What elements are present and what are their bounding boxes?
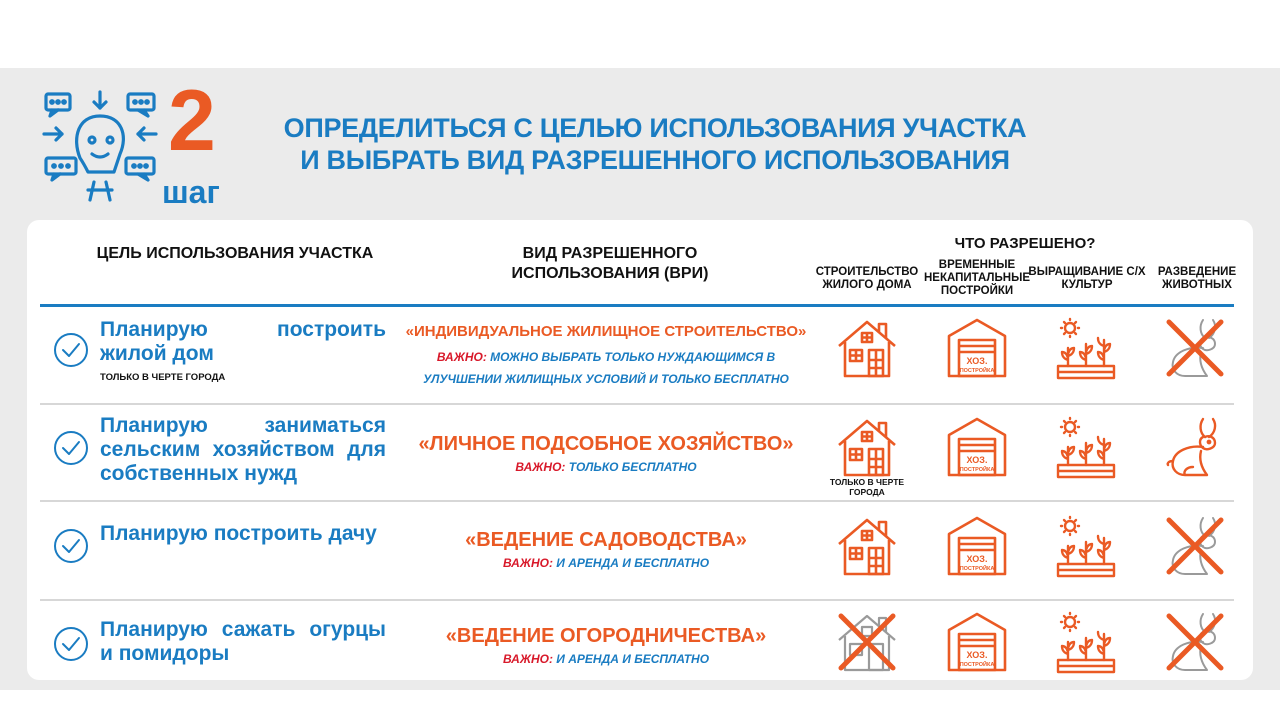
shed-label: ХОЗ. xyxy=(966,554,988,564)
goal-text xyxy=(100,414,386,486)
row-divider xyxy=(40,403,1234,405)
check-circle-icon xyxy=(53,626,89,662)
step-word: шаг xyxy=(162,174,220,210)
vri-note xyxy=(396,456,816,478)
rabbit-icon xyxy=(1163,415,1227,479)
check-circle-icon xyxy=(53,528,89,564)
goal-text xyxy=(100,522,386,546)
check-circle-icon xyxy=(53,332,89,368)
shed-sublabel: ПОСТРОЙКА xyxy=(959,662,995,668)
crops-icon xyxy=(1054,316,1118,380)
vri-title: «ВЕДЕНИЕ САДОВОДСТВА» xyxy=(465,529,747,551)
vri-cell xyxy=(396,624,816,670)
shed-sublabel: ПОСТРОЙКА xyxy=(959,368,995,374)
house-icon xyxy=(835,415,899,479)
vri-note xyxy=(396,648,816,670)
denied-cross-icon xyxy=(841,616,893,668)
header-allowed: ЧТО РАЗРЕШЕНО? xyxy=(954,235,1096,252)
header-col-crops: ВЫРАЩИВАНИЕ С/Х КУЛЬТУР xyxy=(1028,266,1146,291)
house-icon xyxy=(835,514,899,578)
header-col-house: СТРОИТЕЛЬСТВО ЖИЛОГО ДОМА xyxy=(815,266,919,291)
shed-label: ХОЗ. xyxy=(966,650,988,660)
rabbit-icon xyxy=(1163,316,1227,380)
vri-title: «ЛИЧНОЕ ПОДСОБНОЕ ХОЗЯЙСТВО» xyxy=(418,433,794,455)
shed-label: ХОЗ. xyxy=(966,356,988,366)
house-icon xyxy=(835,610,899,674)
vri-title: «ВЕДЕНИЕ ОГОРОДНИЧЕСТВА» xyxy=(445,625,767,647)
header-vri: ВИД РАЗРЕШЕННОГО ИСПОЛЬЗОВАНИЯ (ВРИ) xyxy=(511,245,709,282)
warning-label: ВАЖНО: xyxy=(515,460,566,474)
goal-text xyxy=(100,618,386,666)
crops-icon xyxy=(1054,610,1118,674)
vri-note xyxy=(416,346,796,390)
goal-text xyxy=(100,318,386,384)
vri-note-text: МОЖНО ВЫБРАТЬ ТОЛЬКО НУЖДАЮЩИМСЯ В УЛУЧШЕНИИ ЖИЛИЩНЫХ УСЛОВИЙ И ТОЛЬКО БЕСПЛАТНО xyxy=(423,350,789,386)
goal-label: Планирую сажать огурцы и помидоры xyxy=(100,618,386,665)
goal-note: ТОЛЬКО В ЧЕРТЕ ГОРОДА xyxy=(100,372,226,383)
house-icon xyxy=(835,316,899,380)
row-divider xyxy=(40,500,1234,502)
crops-icon xyxy=(1054,415,1118,479)
rabbit-icon xyxy=(1163,610,1227,674)
header-col-animals: РАЗВЕДЕНИЕ ЖИВОТНЫХ xyxy=(1157,266,1237,291)
goal-label: Планирую построить дачу xyxy=(100,522,377,545)
page-title-line-1: ОПРЕДЕЛИТЬСЯ С ЦЕЛЬЮ ИСПОЛЬЗОВАНИЯ УЧАСТКА xyxy=(283,113,1027,143)
vri-cell xyxy=(396,322,816,390)
shed-icon xyxy=(945,514,1009,578)
row-divider xyxy=(40,599,1234,601)
vri-note xyxy=(396,552,816,574)
vri-note-text: И АРЕНДА И БЕСПЛАТНО xyxy=(556,652,710,666)
rabbit-icon xyxy=(1163,514,1227,578)
goal-label: Планирую заниматься сельским хозяйством для собственных нужд xyxy=(100,414,386,485)
vri-cell xyxy=(396,432,816,478)
step-number: 2 xyxy=(168,73,216,169)
house-note: ТОЛЬКО В ЧЕРТЕ ГОРОДА xyxy=(829,477,905,497)
thinking-person-icon xyxy=(40,88,160,208)
shed-label: ХОЗ. xyxy=(966,455,988,465)
shed-sublabel: ПОСТРОЙКА xyxy=(959,566,995,572)
page-title-line-2: И ВЫБРАТЬ ВИД РАЗРЕШЕННОГО ИСПОЛЬЗОВАНИЯ xyxy=(300,145,1010,175)
header-goal: ЦЕЛЬ ИСПОЛЬЗОВАНИЯ УЧАСТКА xyxy=(96,245,374,262)
shed-sublabel: ПОСТРОЙКА xyxy=(959,467,995,473)
header-divider xyxy=(40,304,1234,307)
shed-icon xyxy=(945,610,1009,674)
check-circle-icon xyxy=(53,430,89,466)
vri-note-text: ТОЛЬКО БЕСПЛАТНО xyxy=(568,460,697,474)
warning-label: ВАЖНО: xyxy=(436,350,487,364)
goal-label: Планирую построить жилой дом xyxy=(100,318,386,365)
shed-icon xyxy=(945,415,1009,479)
warning-label: ВАЖНО: xyxy=(502,556,553,570)
vri-title: «ИНДИВИДУАЛЬНОЕ ЖИЛИЩНОЕ СТРОИТЕЛЬСТВО» xyxy=(405,323,807,340)
page-title xyxy=(260,112,1050,176)
vri-note-text: И АРЕНДА И БЕСПЛАТНО xyxy=(556,556,710,570)
crops-icon xyxy=(1054,514,1118,578)
vri-cell xyxy=(396,528,816,574)
shed-icon xyxy=(945,316,1009,380)
header-col-temp: ВРЕМЕННЫЕ НЕКАПИТАЛЬНЫЕ ПОСТРОЙКИ xyxy=(924,259,1030,297)
warning-label: ВАЖНО: xyxy=(502,652,553,666)
